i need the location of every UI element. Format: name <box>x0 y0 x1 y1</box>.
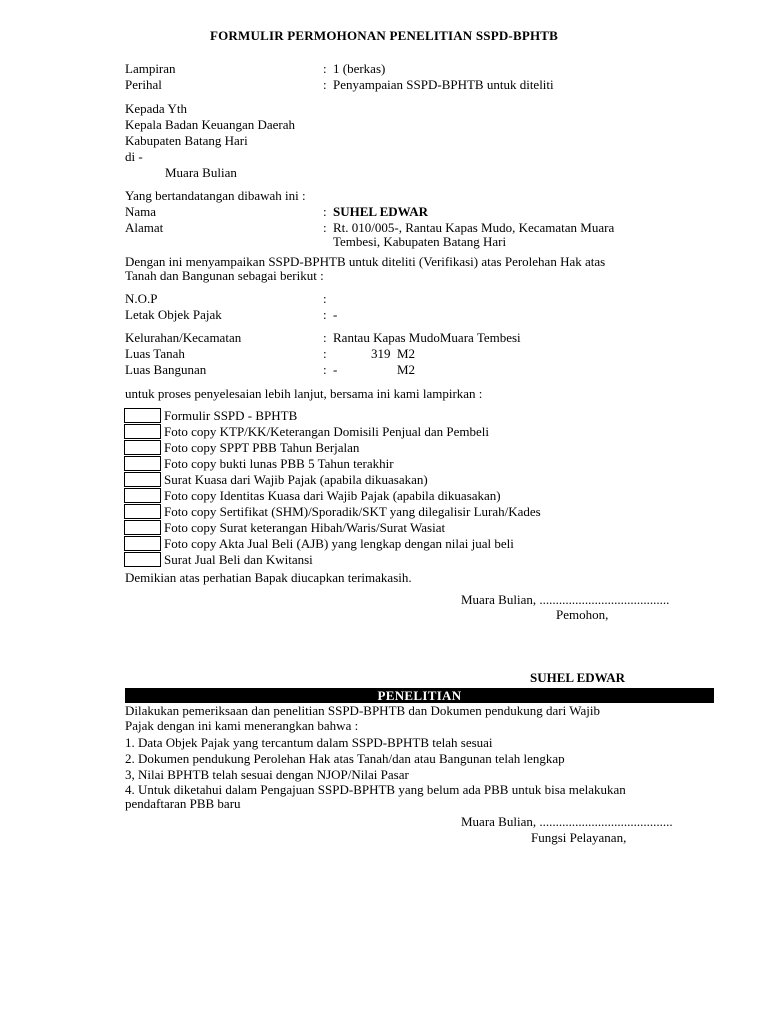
attachment-checkbox[interactable] <box>124 552 161 567</box>
attachment-label: Foto copy Identitas Kuasa dari Wajib Pajak (apabila dikuasakan) <box>164 488 501 503</box>
alamat-line-2: Tembesi, Kabupaten Batang Hari <box>333 234 507 249</box>
letak-objek-value: - <box>333 307 338 322</box>
attachment-checkbox[interactable] <box>124 424 161 439</box>
attachment-checkbox[interactable] <box>124 440 161 455</box>
attachment-label: Surat Jual Beli dan Kwitansi <box>164 552 313 567</box>
luas-tanah-unit: M2 <box>397 346 416 361</box>
nama-label: Nama <box>125 204 157 219</box>
attachment-checkbox[interactable] <box>124 472 161 487</box>
lampiran-label: Lampiran <box>125 61 176 76</box>
research-role: Fungsi Pelayanan, <box>531 830 627 845</box>
letak-objek-label: Letak Objek Pajak <box>125 307 222 322</box>
recipient-office: Kepala Badan Keuangan Daerah <box>125 117 295 132</box>
luas-tanah-value: 319 <box>371 346 391 361</box>
research-intro-line-2: Pajak dengan ini kami menerangkan bahwa : <box>125 718 359 733</box>
alamat-line-1: Rt. 010/005-, Rantau Kapas Mudo, Kecamatan Muara <box>333 220 615 235</box>
attachment-label: Foto copy Sertifikat (SHM)/Sporadik/SKT yang dilegalisir Lurah/Kades <box>164 504 541 519</box>
research-item-2: 2. Dokumen pendukung Perolehan Hak atas Tanah/dan atau Bangunan telah lengkap <box>125 751 565 766</box>
attachment-checkbox[interactable] <box>124 520 161 535</box>
research-place-date: Muara Bulian, ......................................... <box>461 814 673 829</box>
colon: : <box>323 77 327 92</box>
kelurahan-value: Rantau Kapas MudoMuara Tembesi <box>333 330 521 345</box>
luas-bangunan-unit: M2 <box>397 362 416 377</box>
colon: : <box>323 330 327 345</box>
attachment-label: Foto copy bukti lunas PBB 5 Tahun terakhir <box>164 456 394 471</box>
perihal-value: Penyampaian SSPD-BPHTB untuk diteliti <box>333 77 554 92</box>
colon: : <box>323 346 327 361</box>
colon: : <box>323 291 327 306</box>
alamat-label: Alamat <box>125 220 164 235</box>
nop-label: N.O.P <box>125 291 158 306</box>
statement-line-1: Dengan ini menyampaikan SSPD-BPHTB untuk diteliti (Verifikasi) atas Perolehan Hak atas <box>125 254 606 269</box>
attachment-label: Foto copy KTP/KK/Keterangan Domisili Penjual dan Pembeli <box>164 424 489 439</box>
kelurahan-label: Kelurahan/Kecamatan <box>125 330 242 345</box>
colon: : <box>323 61 327 76</box>
luas-tanah-label: Luas Tanah <box>125 346 185 361</box>
attachment-label: Surat Kuasa dari Wajib Pajak (apabila dikuasakan) <box>164 472 428 487</box>
signature-place-date: Muara Bulian, ........................................ <box>461 592 670 607</box>
attachment-checkbox[interactable] <box>124 504 161 519</box>
research-item-3: 3, Nilai BPHTB telah sesuai dengan NJOP/Nilai Pasar <box>125 767 409 782</box>
penelitian-heading: PENELITIAN <box>125 688 714 703</box>
statement-line-2: Tanah dan Bangunan sebagai berikut : <box>125 268 324 283</box>
attachment-label: Foto copy SPPT PBB Tahun Berjalan <box>164 440 360 455</box>
attachment-label: Formulir SSPD - BPHTB <box>164 408 298 423</box>
colon: : <box>323 362 327 377</box>
signature-role: Pemohon, <box>556 607 609 622</box>
attachment-checkbox[interactable] <box>124 488 161 503</box>
recipient-regency: Kabupaten Batang Hari <box>125 133 248 148</box>
attachment-label: Foto copy Surat keterangan Hibah/Waris/Surat Wasiat <box>164 520 446 535</box>
signer-intro: Yang bertandatangan dibawah ini : <box>125 188 306 203</box>
attachment-checkbox[interactable] <box>124 536 161 551</box>
attachment-label: Foto copy Akta Jual Beli (AJB) yang lengkap dengan nilai jual beli <box>164 536 514 551</box>
research-item-4-line-1: 4. Untuk diketahui dalam Pengajuan SSPD-BPHTB yang belum ada PBB untuk bisa melakukan <box>125 782 626 797</box>
luas-bangunan-value: - <box>333 362 338 377</box>
colon: : <box>323 204 327 219</box>
research-item-1: 1. Data Objek Pajak yang tercantum dalam SSPD-BPHTB telah sesuai <box>125 735 493 750</box>
attachment-checkbox[interactable] <box>124 456 161 471</box>
signature-name: SUHEL EDWAR <box>530 670 625 685</box>
attachment-checkbox[interactable] <box>124 408 161 423</box>
recipient-city: Muara Bulian <box>165 165 237 180</box>
attachments-intro: untuk proses penyelesaian lebih lanjut, bersama ini kami lampirkan : <box>125 386 483 401</box>
recipient-greeting: Kepada Yth <box>125 101 187 116</box>
luas-bangunan-label: Luas Bangunan <box>125 362 207 377</box>
closing-text: Demikian atas perhatian Bapak diucapkan terimakasih. <box>125 570 412 585</box>
colon: : <box>323 307 327 322</box>
recipient-di: di - <box>125 149 143 164</box>
colon: : <box>323 220 327 235</box>
research-item-4-line-2: pendaftaran PBB baru <box>125 796 241 811</box>
perihal-label: Perihal <box>125 77 162 92</box>
lampiran-value: 1 (berkas) <box>333 61 386 76</box>
nama-value: SUHEL EDWAR <box>333 204 428 219</box>
form-title: FORMULIR PERMOHONAN PENELITIAN SSPD-BPHTB <box>209 28 559 43</box>
research-intro-line-1: Dilakukan pemeriksaan dan penelitian SSPD-BPHTB dan Dokumen pendukung dari Wajib <box>125 703 600 718</box>
